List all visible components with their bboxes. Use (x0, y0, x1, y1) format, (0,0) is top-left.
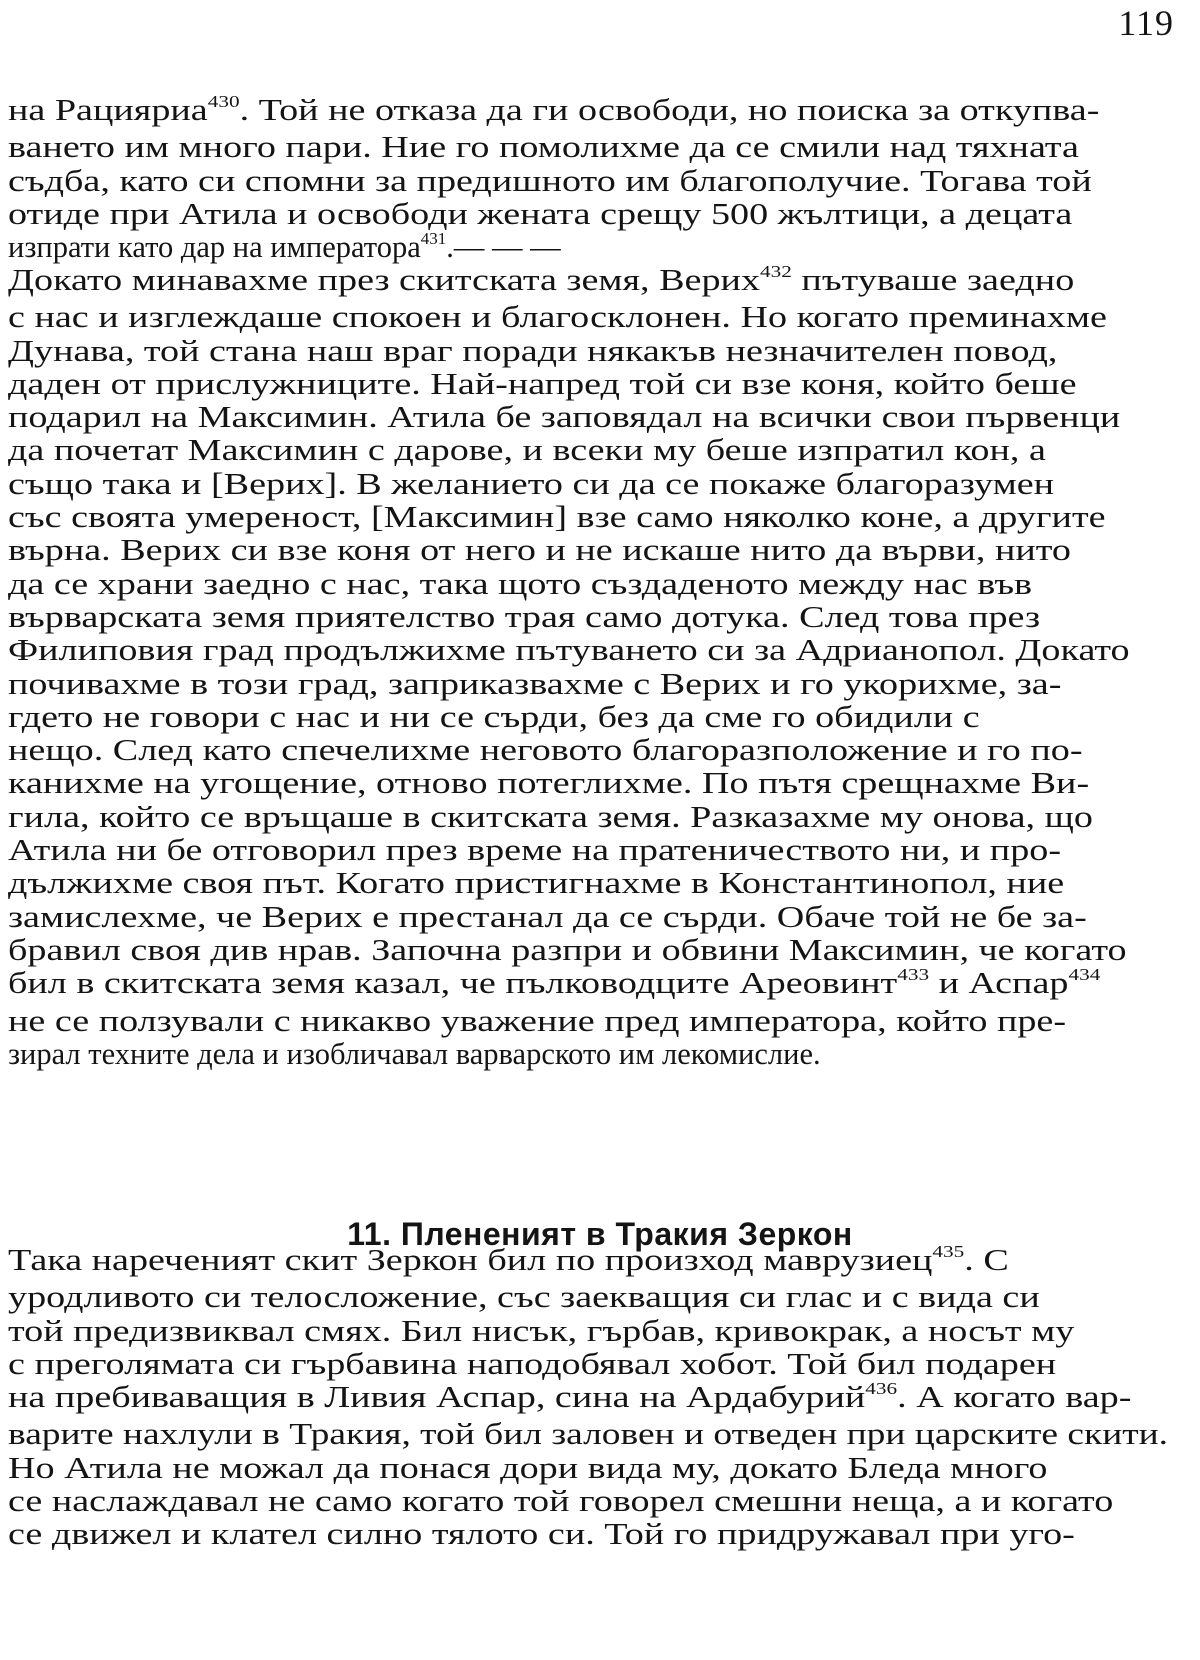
text-segment: дължихме своя път. Когато пристигнахме в Константинопол, ние (8, 866, 1065, 901)
text-segment: върварската земя приятелство трая само дотука. След това през (8, 599, 1041, 634)
text-line (8, 634, 1200, 667)
text-segment: съдба, като си спомни за предишното им благополучие. Тогава той (8, 163, 1092, 198)
text-segment: бравил своя див нрав. Започна разпри и обвини Максимин, че когато (8, 932, 1127, 967)
text-line (8, 94, 1200, 131)
text-line (8, 1452, 1200, 1485)
paragraph-zerkon (8, 1244, 1168, 1552)
footnote-marker: 432 (760, 262, 792, 281)
footnote-marker: 431 (420, 229, 447, 249)
text-segment: . С (964, 1243, 1009, 1277)
text-line (8, 767, 1200, 800)
text-segment: . А когато вар- (897, 1380, 1132, 1415)
text-line (8, 701, 1200, 734)
text-segment: отиде при Атила и освободи жената срещу 500 жълтици, а децата (8, 196, 1073, 231)
text-segment: бил в скитската земя казал, че пълководците Ареовинт (8, 966, 898, 1001)
text-segment: Филиповия град продължихме пътуването си за Адрианопол. Докато (8, 633, 1130, 668)
text-segment: пътуваше заедно (791, 263, 1075, 297)
text-line (8, 1005, 1200, 1038)
text-segment: даден от прислужниците. Най-напред той си взе коня, който беше (8, 366, 1077, 401)
text-line (8, 1348, 1200, 1381)
text-segment: Дунава, той стана наш враг поради някакъв незначителен повод, (8, 333, 1058, 368)
text-line (8, 434, 1200, 467)
text-line (8, 1244, 1200, 1281)
text-segment: зирал техните дела и изобличавал варварското им лекомислие. (8, 1036, 821, 1071)
text-line (8, 131, 1200, 164)
text-segment: замислехме, че Верих е престанал да се сърди. Обаче той не бе за- (8, 899, 1087, 934)
section-heading: 11. Плененият в Тракия Зеркон (347, 1216, 853, 1252)
text-segment: уродливото си телосложение, със заекващия си глас и с вида си (8, 1280, 1040, 1315)
text-line (8, 1381, 1200, 1418)
text-line (8, 198, 1200, 231)
text-line (8, 901, 1200, 934)
text-segment: Но Атила не можал да понася дори вида му, докато Бледа много (8, 1450, 1048, 1485)
text-line (8, 368, 1200, 401)
text-segment: Така нареченият скит Зеркон бил по произход маврузиец (8, 1243, 933, 1277)
text-segment: не се ползували с никакво уважение пред императора, който пре- (8, 1003, 1067, 1038)
text-segment: .— — — (446, 230, 561, 265)
text-segment: подарил на Максимин. Атила бе заповядал на всички свои първенци (8, 400, 1121, 435)
text-segment: на пребиваващия в Ливия Аспар, сина на Ардабурий (8, 1380, 866, 1415)
text-line (8, 934, 1200, 967)
footnote-marker: 434 (1068, 965, 1101, 985)
text-line (8, 264, 1200, 301)
text-segment: върна. Верих си взе коня от него и не искаше нито да върви, нито (8, 533, 1072, 568)
text-line (8, 734, 1200, 767)
text-segment: изпрати като дар на императора (8, 230, 421, 265)
text-segment: нещо. След като спечелихме неговото благоразположение и го по- (8, 733, 1083, 768)
text-segment: също така и [Верих]. В желанието си да се покаже благоразумен (8, 466, 1055, 501)
text-segment: ването им много пари. Ние го помолихме да се смили над тяхната (8, 130, 1079, 165)
text-segment: със своята умереност, [Максимин] взе само няколко коне, а другите (8, 500, 1106, 535)
text-line (8, 401, 1200, 434)
footnote-marker: 433 (897, 965, 930, 985)
text-segment: варите нахлули в Тракия, той бил заловен и отведен при царските скити. (8, 1417, 1169, 1452)
text-line (8, 568, 1200, 601)
text-line (8, 534, 1200, 567)
footnote-marker: 430 (207, 92, 240, 111)
text-segment: с нас и изглеждаше спокоен и благосклонен. Но когато преминахме (8, 300, 1107, 335)
page-number: 119 (1118, 3, 1174, 43)
text-segment: се наслаждавал не само когато той говорел смешни неща, а и когато (8, 1484, 1114, 1519)
text-segment: да се храни заедно с нас, така щото създаденото между нас във (8, 566, 1033, 601)
text-segment: канихме на угощение, отново потеглихме. По пътя срещнахме Ви- (8, 766, 1090, 801)
text-segment: и Аспар (929, 966, 1069, 1001)
text-line (8, 501, 1200, 534)
text-line (8, 601, 1200, 634)
paragraph-verih (8, 264, 1168, 1071)
text-line (8, 801, 1200, 834)
text-segment: се движел и клател силно тялото си. Той го придружавал при уго- (8, 1517, 1075, 1552)
text-line (8, 335, 1200, 368)
text-line (8, 967, 1200, 1004)
text-line (8, 834, 1200, 867)
text-segment: гила, който се връщаше в скитската земя. Разказахме му онова, що (8, 799, 1093, 834)
footnote-marker: 436 (865, 1379, 898, 1399)
text-line (8, 1418, 1200, 1451)
text-segment: да почетат Максимин с дарове, и всеки му беше изпратил кон, а (8, 433, 1046, 468)
text-segment: гдето не говори с нас и ни се сърди, без да сме го обидили с (8, 699, 980, 734)
text-segment: с преголямата си гърбавина наподобявал хобот. Той бил подарен (8, 1346, 1057, 1381)
text-segment: Атила ни бе отговорил през време на пратеничеството ни, и про- (8, 833, 1062, 868)
text-line (8, 1485, 1200, 1518)
text-line (8, 1315, 1200, 1348)
text-line (8, 1038, 1168, 1071)
text-line (8, 1281, 1200, 1314)
text-line (8, 301, 1200, 334)
text-segment: . Той не отказа да ги освободи, но поиска за откупва- (239, 93, 1100, 127)
footnote-marker: 435 (932, 1242, 965, 1261)
text-segment: почивахме в този град, заприказвахме с Верих и го укорихме, за- (8, 666, 1062, 701)
text-line (8, 668, 1200, 701)
text-segment: той предизвиквал смях. Бил нисък, гърбав, кривокрак, а носът му (8, 1313, 1075, 1348)
text-line (8, 165, 1200, 198)
text-line (8, 1518, 1200, 1551)
text-line (8, 867, 1200, 900)
text-segment: на Рацияриа (8, 93, 208, 127)
text-line (8, 468, 1200, 501)
text-segment: Докато минавахме през скитската земя, Верих (8, 263, 761, 297)
paragraph-rationale (8, 94, 1168, 268)
